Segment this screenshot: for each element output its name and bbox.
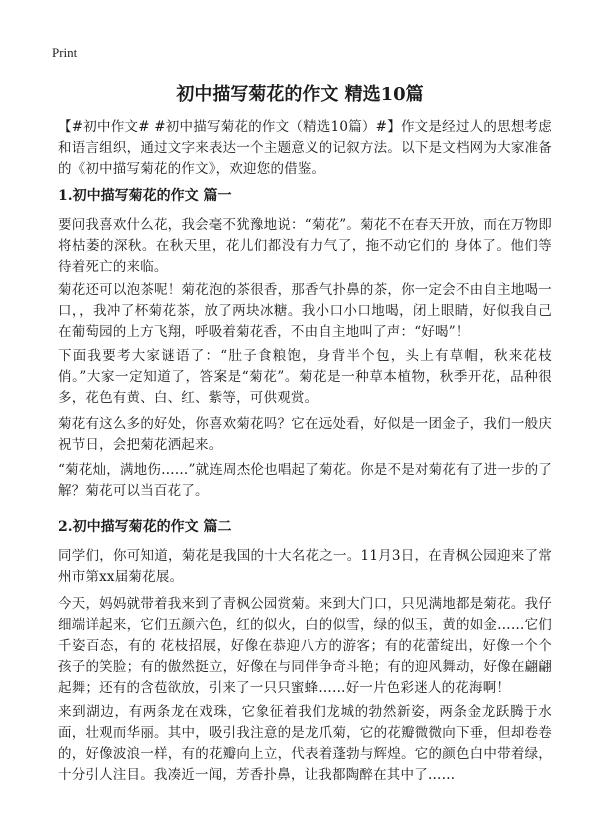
section-heading-2: 2.初中描写菊花的作文 篇二 — [58, 519, 232, 535]
paragraph-2-3: 来到湖边，有两条龙在戏珠，它象征着我们龙城的勃然新姿，两条金龙跃腾于水面，壮观而华丽。其中，吸引我注意的是龙爪菊，它的花瓣微微向下垂，但却卷卷的，好像波浪一样，有的花瓣向上立，代表着蓬勃与辉煌。它的颜色白中带着绿，十分引人注目。我凑近一闻，芳香扑鼻，让我都陶醉在其中了…… — [58, 704, 552, 783]
paragraph-2-1: 同学们，你可知道，菊花是我国的十大名花之一。11月3日，在青枫公园迎来了常州市第xx届菊花展。 — [58, 548, 552, 585]
document-title: 初中描写菊花的作文 精选10篇 — [176, 84, 424, 105]
paragraph-1-1: 要问我喜欢什么花，我会毫不犹豫地说：“菊花”。菊花不在春天开放，而在万物即将枯萎的深秋。在秋天里，花儿们都没有力气了，拖不动它们的 身体了。他们等待着死亡的来临。 — [58, 217, 552, 275]
paragraph-1-4: 菊花有这么多的好处，你喜欢菊花吗？它在远处看，好似是一团金子，我们一般庆祝节日，会把菊花洒起来。 — [58, 416, 552, 453]
section-heading-1: 1.初中描写菊花的作文 篇一 — [58, 188, 232, 204]
print-label: Print — [52, 45, 78, 60]
paragraph-1-3: 下面我要考大家谜语了：“肚子食粮饱，身背半个包，头上有草帽，秋来花枝俏。”大家一定知道了，答案是“菊花”。菊花是一种草本植物，秋季开花，品种很多，花色有黄、白、红、紫等，可供观赏。 — [58, 348, 552, 406]
paragraph-1-2: 菊花还可以泡茶呢！菊花泡的茶很香，那香气扑鼻的茶，你一定会不由自主地喝一口，，我冲了杯菊花茶，放了两块冰糖。我小口小口地喝，闭上眼睛，好似我自己在葡萄园的上方飞翔，呼吸着菊花香，不由自主地叫了声：“好喝”！ — [58, 282, 552, 340]
paragraph-1-5: “菊花灿，满地伤……”就连周杰伦也唱起了菊花。你是不是对菊花有了进一步的了解？菊花可以当百花了。 — [58, 462, 552, 499]
paragraph-2-2: 今天，妈妈就带着我来到了青枫公园赏菊。来到大门口，只见满地都是菊花。我仔细端详起来，它们五颜六色，红的似火，白的似雪，绿的似玉，黄的如金……它们千姿百态，有的 花枝招展，好像在恭迎八方的游客；有的花蕾绽出，好像一个个孩子的笑脸；有的傲然挺立，好像在与同伴争奇斗艳；有的迎风舞动，好像在翩翩起舞；还有的含苞欲放，引来了一只只蜜蜂……好一片色彩迷人的花海啊！ — [58, 596, 552, 696]
intro-paragraph: 【#初中作文# #初中描写菊花的作文（精选10篇）#】作文是经过人的思想考虑和语言组织，通过文字来表达一个主题意义的记叙方法。以下是文档网为大家准备的《初中描写菊花的作文》，欢迎您的借鉴。 — [58, 119, 552, 177]
